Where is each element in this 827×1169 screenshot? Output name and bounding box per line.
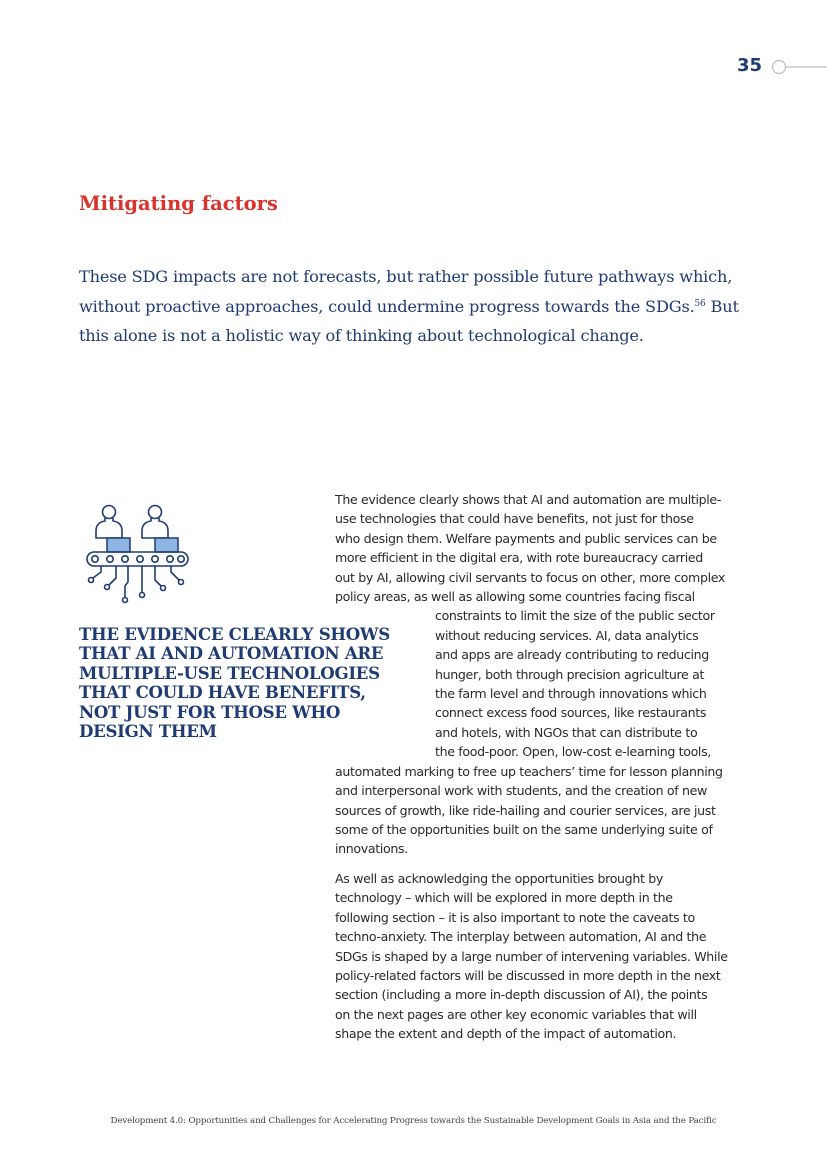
body-line: techno-anxiety. The interplay between automation, AI and the xyxy=(335,929,707,945)
page-marker-line xyxy=(771,59,827,75)
body-line: use technologies that could have benefits, not just for those xyxy=(335,511,694,527)
body-line: constraints to limit the size of the public sector xyxy=(435,608,715,624)
footnote-marker: 56 xyxy=(694,298,706,309)
body-line: more efficient in the digital era, with rote bureaucracy carried xyxy=(335,550,703,566)
body-line: the food-poor. Open, low-cost e-learning tools, xyxy=(435,744,711,760)
body-line: without reducing services. AI, data analytics xyxy=(435,627,699,643)
body-paragraph-2 xyxy=(335,869,755,1044)
page-number: 35 xyxy=(737,55,763,76)
body-line: the farm level and through innovations which xyxy=(435,686,707,702)
body-line: some of the opportunities built on the same underlying suite of xyxy=(335,821,713,837)
body-line: shape the extent and depth of the impact of automation. xyxy=(335,1026,677,1042)
body-line: connect excess food sources, like restaurants xyxy=(435,705,707,721)
body-line: out by AI, allowing civil servants to focus on other, more complex xyxy=(335,569,726,585)
lead-text: These SDG impacts are not forecasts, but rather possible future pathways which, without proactive approaches, could undermine progress towards the SDGs. xyxy=(79,267,733,316)
body-line: on the next pages are other key economic variables that will xyxy=(335,1006,697,1022)
lead-paragraph xyxy=(79,262,749,351)
body-line: policy-related factors will be discussed in more depth in the next xyxy=(335,968,721,984)
body-line: The evidence clearly shows that AI and automation are multiple- xyxy=(335,492,722,507)
body-line: sources of growth, like ride-hailing and courier services, are just xyxy=(335,802,716,818)
body-line: automated marking to free up teachers’ time for lesson planning xyxy=(335,763,723,779)
lead-text-continued: But this alone is not a holistic way of thinking about technological change. xyxy=(79,296,739,345)
body-line: SDGs is shaped by a large number of intervening variables. While xyxy=(335,948,728,964)
body-paragraph-1 xyxy=(335,490,755,859)
body-line: innovations. xyxy=(335,841,408,857)
page-footer: Development 4.0: Opportunities and Challenges for Accelerating Progress towards the Sustainable Development Goals in Asia and the Pacific xyxy=(110,1116,717,1126)
body-line: section (including a more in-depth discussion of AI), the points xyxy=(335,987,708,1003)
pull-quote: THE EVIDENCE CLEARLY SHOWS THAT AI AND AUTOMATION ARE MULTIPLE-USE TECHNOLOGIES THAT COULD HAVE BENEFITS, NOT JUST FOR THOSE WHO DESIGN THEM xyxy=(79,624,390,742)
body-line: and apps are already contributing to reducing xyxy=(435,647,709,663)
body-line: and interpersonal work with students, and the creation of new xyxy=(335,783,707,799)
body-line: following section – it is also important to note the caveats to xyxy=(335,909,695,925)
body-line: As well as acknowledging the opportunities brought by xyxy=(335,871,663,886)
body-line: technology – which will be explored in more depth in the xyxy=(335,890,673,906)
body-line: hunger, both through precision agriculture at xyxy=(435,666,705,682)
body-line: and hotels, with NGOs that can distribute to xyxy=(435,724,698,740)
people-conveyor-circuit-icon xyxy=(83,500,193,610)
body-line: policy areas, as well as allowing some countries facing fiscal xyxy=(335,589,695,605)
section-heading: Mitigating factors xyxy=(79,192,278,215)
body-line: who design them. Welfare payments and public services can be xyxy=(335,530,717,546)
